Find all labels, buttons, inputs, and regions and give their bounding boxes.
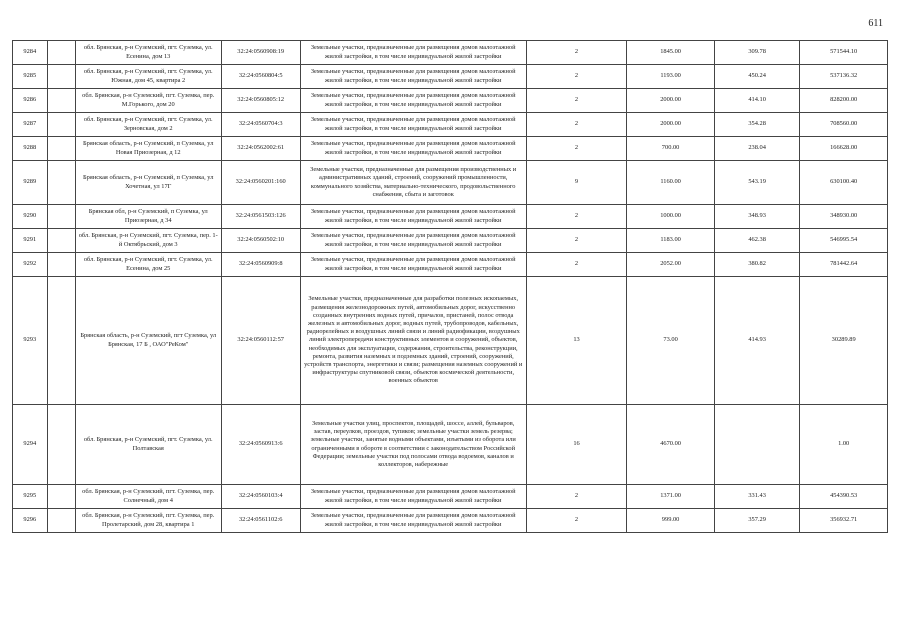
spacer-cell: [47, 137, 75, 161]
spacer-cell: [47, 405, 75, 485]
table-row: [13, 229, 888, 253]
table-row: [13, 89, 888, 113]
land-use-description-cell: Земельные участки, предназначенные для размещения домов малоэтажной жилой застройки, в том числе индивидуальной жилой застройки: [300, 137, 526, 161]
area-cell: 1193.00: [627, 65, 715, 89]
row-number: 9293: [13, 277, 48, 405]
row-number: 9290: [13, 205, 48, 229]
specific-value-cell: 462.38: [714, 229, 799, 253]
area-cell: 1371.00: [627, 485, 715, 509]
area-cell: 700.00: [627, 137, 715, 161]
area-cell: 999.00: [627, 509, 715, 533]
cadastral-registry-table: [12, 40, 888, 533]
address-cell: обл. Брянская, р-н Суземский, пгт. Суземка, пер. М.Горького, дом 20: [75, 89, 221, 113]
row-number: 9289: [13, 161, 48, 205]
spacer-cell: [47, 277, 75, 405]
table-row: [13, 405, 888, 485]
address-cell: Брянская область, р-н Суземский, п Суземка, ул Новая Приозерная, д 12: [75, 137, 221, 161]
cadastral-number-cell: 32:24:0561503:126: [221, 205, 300, 229]
registry-table-body: [13, 41, 888, 533]
cadastral-value-cell: 348930.00: [800, 205, 888, 229]
address-cell: обл. Брянская, р-н Суземский, пгт. Суземка, пер. Солнечный, дом 4: [75, 485, 221, 509]
area-cell: 4670.00: [627, 405, 715, 485]
cadastral-value-cell: 630100.40: [800, 161, 888, 205]
table-row: [13, 253, 888, 277]
table-row: [13, 277, 888, 405]
use-group-code-cell: 2: [526, 253, 627, 277]
use-group-code-cell: 2: [526, 113, 627, 137]
land-use-description-cell: Земельные участки, предназначенные для размещения домов малоэтажной жилой застройки, в том числе индивидуальной жилой застройки: [300, 509, 526, 533]
cadastral-value-cell: 571544.10: [800, 41, 888, 65]
row-number: 9287: [13, 113, 48, 137]
spacer-cell: [47, 205, 75, 229]
address-cell: обл. Брянская, р-н Суземский, пгт. Суземка, ул. Полтавская: [75, 405, 221, 485]
table-row: [13, 205, 888, 229]
address-cell: Брянская область, р-н Суземский, п Суземка, ул Хочетная, ул 17Г: [75, 161, 221, 205]
area-cell: 2052.00: [627, 253, 715, 277]
cadastral-value-cell: 30289.89: [800, 277, 888, 405]
specific-value-cell: 543.19: [714, 161, 799, 205]
specific-value-cell: 238.04: [714, 137, 799, 161]
use-group-code-cell: 2: [526, 485, 627, 509]
cadastral-value-cell: 708560.00: [800, 113, 888, 137]
address-cell: обл. Брянская, р-н Суземский, пгт. Суземка, ул. Есенина, дом 13: [75, 41, 221, 65]
spacer-cell: [47, 41, 75, 65]
spacer-cell: [47, 65, 75, 89]
spacer-cell: [47, 229, 75, 253]
address-cell: Брянская область, р-н Суземский, пгт Суземка, ул Брянская, 17 Б , ОАО"РеКом": [75, 277, 221, 405]
address-cell: обл. Брянская, р-н Суземский, пгт. Суземка, ул. Зерновская, дом 2: [75, 113, 221, 137]
cadastral-number-cell: 32:24:0560704:3: [221, 113, 300, 137]
land-use-description-cell: Земельные участки, предназначенные для размещения домов малоэтажной жилой застройки, в том числе индивидуальной жилой застройки: [300, 65, 526, 89]
cadastral-number-cell: 32:24:0560913:6: [221, 405, 300, 485]
use-group-code-cell: 2: [526, 509, 627, 533]
area-cell: 2000.00: [627, 113, 715, 137]
cadastral-number-cell: 32:24:0561102:6: [221, 509, 300, 533]
use-group-code-cell: 2: [526, 137, 627, 161]
spacer-cell: [47, 485, 75, 509]
specific-value-cell: 331.43: [714, 485, 799, 509]
cadastral-number-cell: 32:24:0562002:61: [221, 137, 300, 161]
table-row: [13, 161, 888, 205]
row-number: 9288: [13, 137, 48, 161]
area-cell: 2000.00: [627, 89, 715, 113]
address-cell: Брянская обл, р-н Суземский, п Суземка, ул Приозерная, д 34: [75, 205, 221, 229]
specific-value-cell: 380.82: [714, 253, 799, 277]
use-group-code-cell: 2: [526, 41, 627, 65]
row-number: 9294: [13, 405, 48, 485]
table-row: [13, 485, 888, 509]
area-cell: 1160.00: [627, 161, 715, 205]
use-group-code-cell: 13: [526, 277, 627, 405]
land-use-description-cell: Земельные участки, предназначенные для разработки полезных ископаемых, размещения железнодорожных путей, автомобильных дорог, искусственно созданных внутренних водных путей, причалов, пристаней, полос отвода железных и автомобильных дорог, водных путей, трубопроводов, кабельных, радиорелейных и воздушных линий связи и линий радиофикации, воздушных линий электропередачи конструктивных элементов и сооружений, объектов, необходимых для эксплуатации, содержания, строительства, реконструкции, ремонта, развития наземных и подземных зданий, строений, сооружений, устройств транспорта, энергетики и связи; размещения наземных сооружений и инфраструктуры спутниковой связи, объектов космической деятельности, военных объектов: [300, 277, 526, 405]
land-use-description-cell: Земельные участки, предназначенные для размещения домов малоэтажной жилой застройки, в том числе индивидуальной жилой застройки: [300, 41, 526, 65]
use-group-code-cell: 2: [526, 205, 627, 229]
cadastral-number-cell: 32:24:0560908:19: [221, 41, 300, 65]
specific-value-cell: 309.78: [714, 41, 799, 65]
land-use-description-cell: Земельные участки, предназначенные для размещения домов малоэтажной жилой застройки, в том числе индивидуальной жилой застройки: [300, 253, 526, 277]
cadastral-number-cell: 32:24:0560804:5: [221, 65, 300, 89]
cadastral-value-cell: 356932.71: [800, 509, 888, 533]
cadastral-value-cell: 1.00: [800, 405, 888, 485]
spacer-cell: [47, 253, 75, 277]
use-group-code-cell: 16: [526, 405, 627, 485]
cadastral-number-cell: 32:24:0560909:8: [221, 253, 300, 277]
row-number: 9286: [13, 89, 48, 113]
page-number: 611: [868, 18, 883, 29]
specific-value-cell: 354.28: [714, 113, 799, 137]
area-cell: 1845.00: [627, 41, 715, 65]
cadastral-value-cell: 546995.54: [800, 229, 888, 253]
use-group-code-cell: 9: [526, 161, 627, 205]
use-group-code-cell: 2: [526, 229, 627, 253]
area-cell: 1183.00: [627, 229, 715, 253]
specific-value-cell: [714, 405, 799, 485]
address-cell: обл. Брянская, р-н Суземский, пгт. Суземка, ул. Есенина, дом 25: [75, 253, 221, 277]
spacer-cell: [47, 113, 75, 137]
spacer-cell: [47, 161, 75, 205]
address-cell: обл. Брянская, р-н Суземский, пгт. Суземка, ул. Южная, дом 45, квартира 2: [75, 65, 221, 89]
cadastral-value-cell: 828200.00: [800, 89, 888, 113]
area-cell: 73.00: [627, 277, 715, 405]
land-use-description-cell: Земельные участки, предназначенные для размещения домов малоэтажной жилой застройки, в том числе индивидуальной жилой застройки: [300, 229, 526, 253]
use-group-code-cell: 2: [526, 89, 627, 113]
row-number: 9284: [13, 41, 48, 65]
row-number: 9285: [13, 65, 48, 89]
cadastral-number-cell: 32:24:0560103:4: [221, 485, 300, 509]
land-use-description-cell: Земельные участки, предназначенные для размещения домов малоэтажной жилой застройки, в том числе индивидуальной жилой застройки: [300, 205, 526, 229]
spacer-cell: [47, 89, 75, 113]
area-cell: 1000.00: [627, 205, 715, 229]
cadastral-value-cell: 781442.64: [800, 253, 888, 277]
row-number: 9291: [13, 229, 48, 253]
use-group-code-cell: 2: [526, 65, 627, 89]
cadastral-value-cell: 166628.00: [800, 137, 888, 161]
land-use-description-cell: Земельные участки, предназначенные для размещения производственных и административных зданий, строений, сооружений промышленности, коммунального хозяйства, материально-технического, продовольственного снабжения, сбыта и заготовок: [300, 161, 526, 205]
row-number: 9292: [13, 253, 48, 277]
specific-value-cell: 414.10: [714, 89, 799, 113]
specific-value-cell: 357.29: [714, 509, 799, 533]
table-row: [13, 65, 888, 89]
specific-value-cell: 414.93: [714, 277, 799, 405]
cadastral-number-cell: 32:24:0560502:10: [221, 229, 300, 253]
land-use-description-cell: Земельные участки, предназначенные для размещения домов малоэтажной жилой застройки, в том числе индивидуальной жилой застройки: [300, 485, 526, 509]
cadastral-number-cell: 32:24:0560112:57: [221, 277, 300, 405]
cadastral-number-cell: 32:24:0560805:12: [221, 89, 300, 113]
table-row: [13, 113, 888, 137]
address-cell: обл. Брянская, р-н Суземский, пгт. Суземка, пер. 1-й Октябрьский, дом 3: [75, 229, 221, 253]
row-number: 9296: [13, 509, 48, 533]
land-use-description-cell: Земельные участки, предназначенные для размещения домов малоэтажной жилой застройки, в том числе индивидуальной жилой застройки: [300, 89, 526, 113]
spacer-cell: [47, 509, 75, 533]
land-use-description-cell: Земельные участки улиц, проспектов, площадей, шоссе, аллей, бульваров, застав, переулков, проездов, тупиков; земельные участки земель резерва; земельные участки, занятые водными объектами, изъятыми из оборота или ограниченными в обороте в соответствии с законодательством Российской Федерации; земельные участки под полосами отвода водоемов, каналов и коллекторов, набережные: [300, 405, 526, 485]
specific-value-cell: 348.93: [714, 205, 799, 229]
land-use-description-cell: Земельные участки, предназначенные для размещения домов малоэтажной жилой застройки, в том числе индивидуальной жилой застройки: [300, 113, 526, 137]
specific-value-cell: 450.24: [714, 65, 799, 89]
address-cell: обл. Брянская, р-н Суземский, пгт. Суземка, пер. Пролетарский, дом 28, квартира 1: [75, 509, 221, 533]
table-row: [13, 509, 888, 533]
row-number: 9295: [13, 485, 48, 509]
cadastral-value-cell: 537136.32: [800, 65, 888, 89]
cadastral-value-cell: 454390.53: [800, 485, 888, 509]
table-row: [13, 41, 888, 65]
cadastral-number-cell: 32:24:0560201:160: [221, 161, 300, 205]
table-row: [13, 137, 888, 161]
